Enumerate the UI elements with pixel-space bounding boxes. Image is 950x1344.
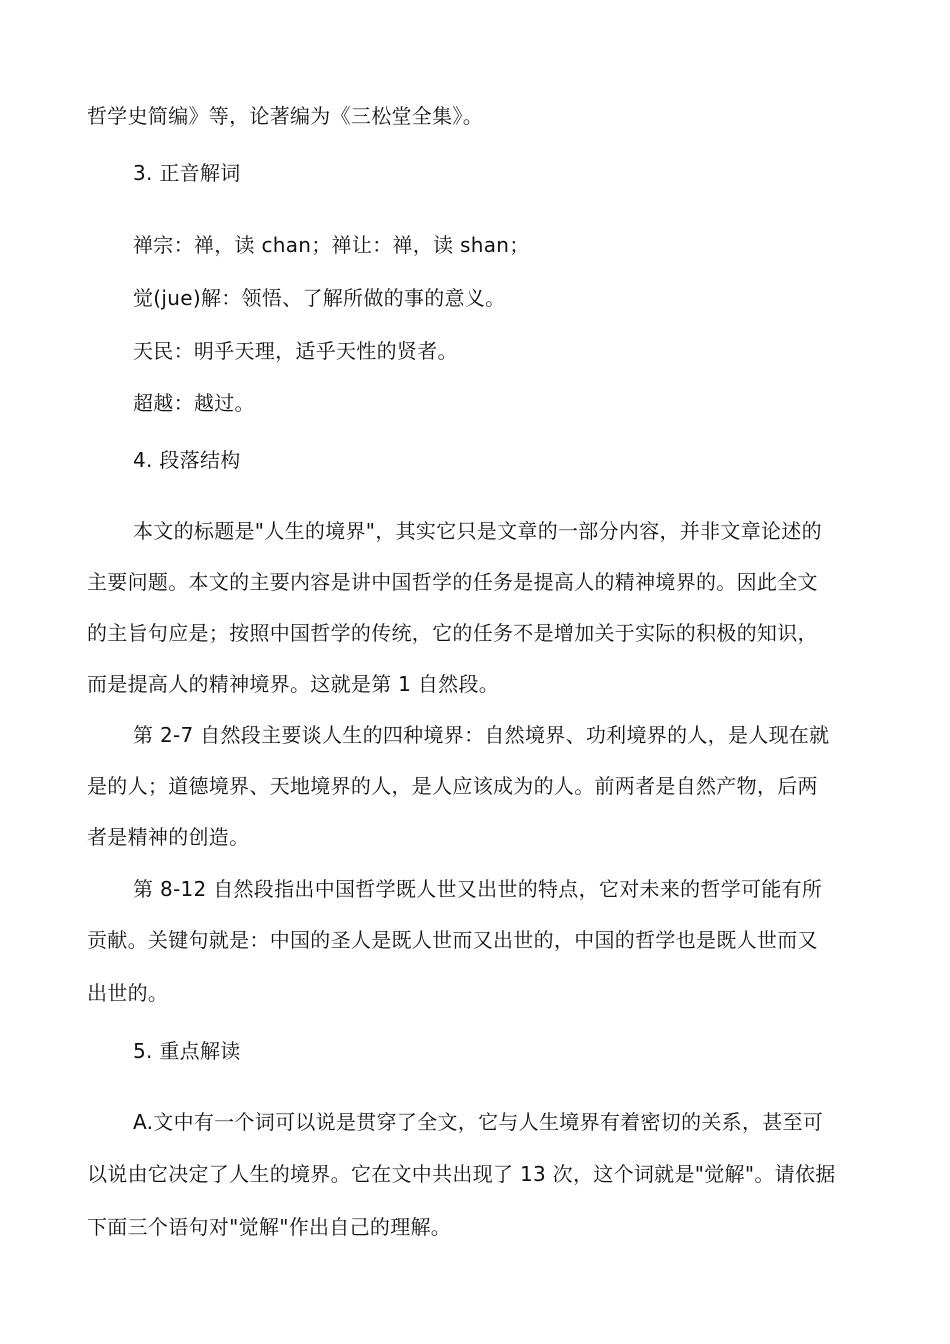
paragraph-line: 者是精神的创造。 xyxy=(87,825,250,849)
vocab-entry: 觉(jue)解：领悟、了解所做的事的意义。 xyxy=(133,286,506,310)
paragraph-line: 第 2-7 自然段主要谈人生的四种境界：自然境界、功利境界的人，是人现在就 xyxy=(133,723,830,747)
section-heading-pronunciation: 3. 正音解词 xyxy=(133,161,241,185)
paragraph-line: 第 8-12 自然段指出中国哲学既人世又出世的特点，它对未来的哲学可能有所 xyxy=(133,877,823,901)
paragraph-line: 贡献。关键句就是：中国的圣人是既人世而又出世的，中国的哲学也是既人世而又 xyxy=(87,928,818,952)
paragraph-line: 以说由它决定了人生的境界。它在文中共出现了 13 次，这个词就是"觉解"。请依据 xyxy=(87,1162,836,1186)
paragraph-line: A.文中有一个词可以说是贯穿了全文，它与人生境界有着密切的关系，甚至可 xyxy=(133,1110,824,1134)
section-heading-structure: 4. 段落结构 xyxy=(133,448,241,472)
paragraph-line: 本文的标题是"人生的境界"，其实它只是文章的一部分内容，并非文章论述的 xyxy=(133,519,822,543)
text-line: 哲学史简编》等，论著编为《三松堂全集》。 xyxy=(87,104,483,128)
vocab-entry: 超越：越过。 xyxy=(133,391,255,415)
paragraph-line: 出世的。 xyxy=(87,981,169,1005)
section-heading-key-reading: 5. 重点解读 xyxy=(133,1039,241,1063)
paragraph-line: 主要问题。本文的主要内容是讲中国哲学的任务是提高人的精神境界的。因此全文 xyxy=(87,570,818,594)
paragraph-line: 的主旨句应是；按照中国哲学的传统，它的任务不是增加关于实际的积极的知识， xyxy=(87,621,818,645)
vocab-entry: 禅宗：禅，读 chan；禅让：禅，读 shan； xyxy=(133,233,530,257)
vocab-entry: 天民：明乎天理，适乎天性的贤者。 xyxy=(133,339,458,363)
paragraph-line: 是的人；道德境界、天地境界的人，是人应该成为的人。前两者是自然产物，后两 xyxy=(87,774,818,798)
paragraph-line: 下面三个语句对"觉解"作出自己的理解。 xyxy=(87,1215,452,1239)
paragraph-line: 而是提高人的精神境界。这就是第 1 自然段。 xyxy=(87,672,500,696)
